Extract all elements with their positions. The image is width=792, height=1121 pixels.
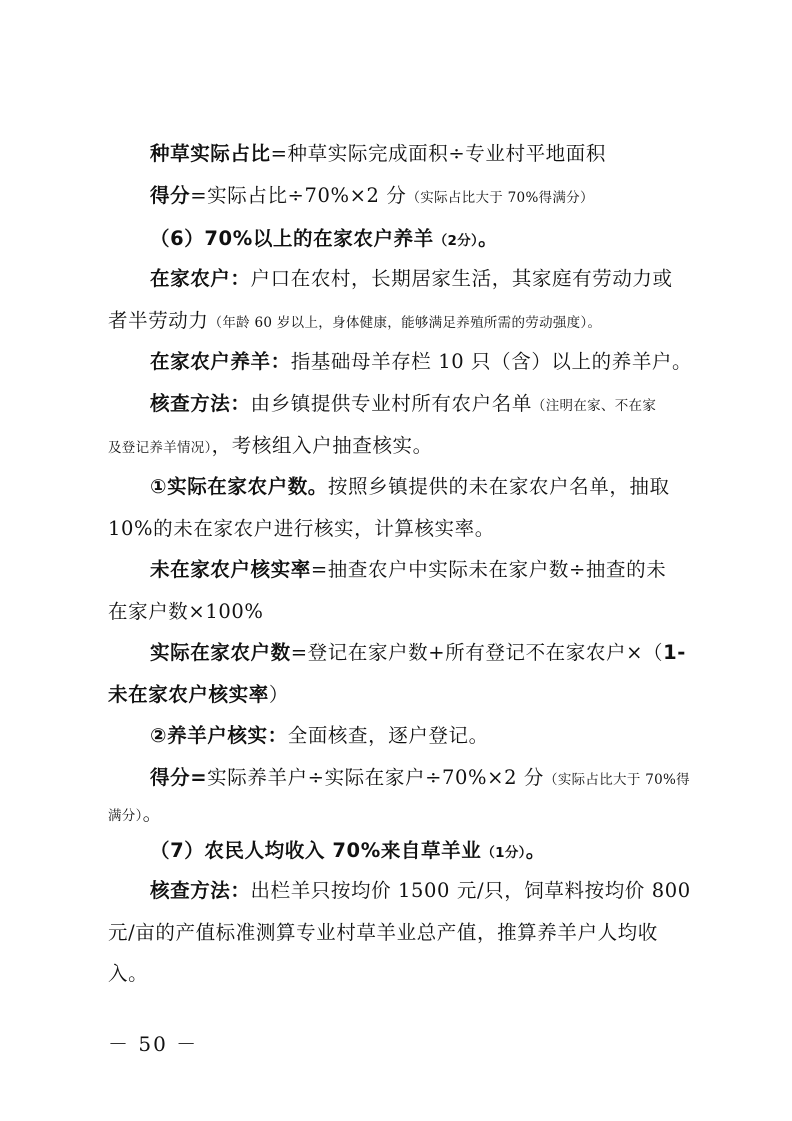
- paragraph-line: 实际在家农户数=登记在家户数+所有登记不在家农户×（1-: [150, 641, 686, 664]
- paragraph-line: 未在家农户核实率）: [108, 683, 289, 706]
- paragraph-line: 在家农户养羊：指基础母羊存栏 10 只（含）以上的养羊户。: [150, 350, 693, 373]
- paragraph-line: 在家农户：户口在农村，长期居家生活，其家庭有劳动力或: [150, 267, 673, 290]
- paragraph-line: 入。: [108, 962, 149, 985]
- section-heading: （6）70%以上的在家农户养羊（2分）。: [150, 227, 499, 250]
- paragraph-line: 核查方法：出栏羊只按均价 1500 元/只，饲草料按均价 800: [150, 879, 691, 902]
- paragraph-line: ①实际在家农户数。按照乡镇提供的未在家农户名单，抽取: [150, 475, 670, 498]
- paragraph-line: 在家户数×100%: [108, 600, 264, 623]
- section-heading: （7）农民人均收入 70%来自草羊业（1分）。: [150, 839, 546, 862]
- paragraph-line: 及登记养羊情况），考核组入户抽查核实。: [108, 434, 433, 457]
- paragraph-line: ②养羊户核实：全面核查，逐户登记。: [150, 724, 489, 747]
- paragraph-line: 10%的未在家农户进行核实，计算核实率。: [108, 517, 495, 540]
- paragraph-line: 未在家农户核实率=抽查农户中实际未在家户数÷抽查的未: [150, 558, 667, 581]
- paragraph-line: 元/亩的产值标准测算专业村草羊业总产值，推算养羊户人均收: [108, 921, 658, 944]
- page-number: － 50 －: [108, 1032, 199, 1056]
- paragraph-line: 得分=实际占比÷70%×2 分（实际占比大于 70%得满分）: [150, 184, 594, 207]
- paragraph-line: 者半劳动力（年龄 60 岁以上，身体健康，能够满足养殖所需的劳动强度）。: [108, 309, 602, 332]
- paragraph-line: 满分）。: [108, 802, 163, 825]
- paragraph-line: 得分=实际养羊户÷实际在家户÷70%×2 分（实际占比大于 70%得: [150, 766, 690, 789]
- paragraph-line: 核查方法：由乡镇提供专业村所有农户名单（注明在家、不在家: [150, 392, 657, 415]
- paragraph-line: 种草实际占比=种草实际完成面积÷专业村平地面积: [150, 142, 606, 165]
